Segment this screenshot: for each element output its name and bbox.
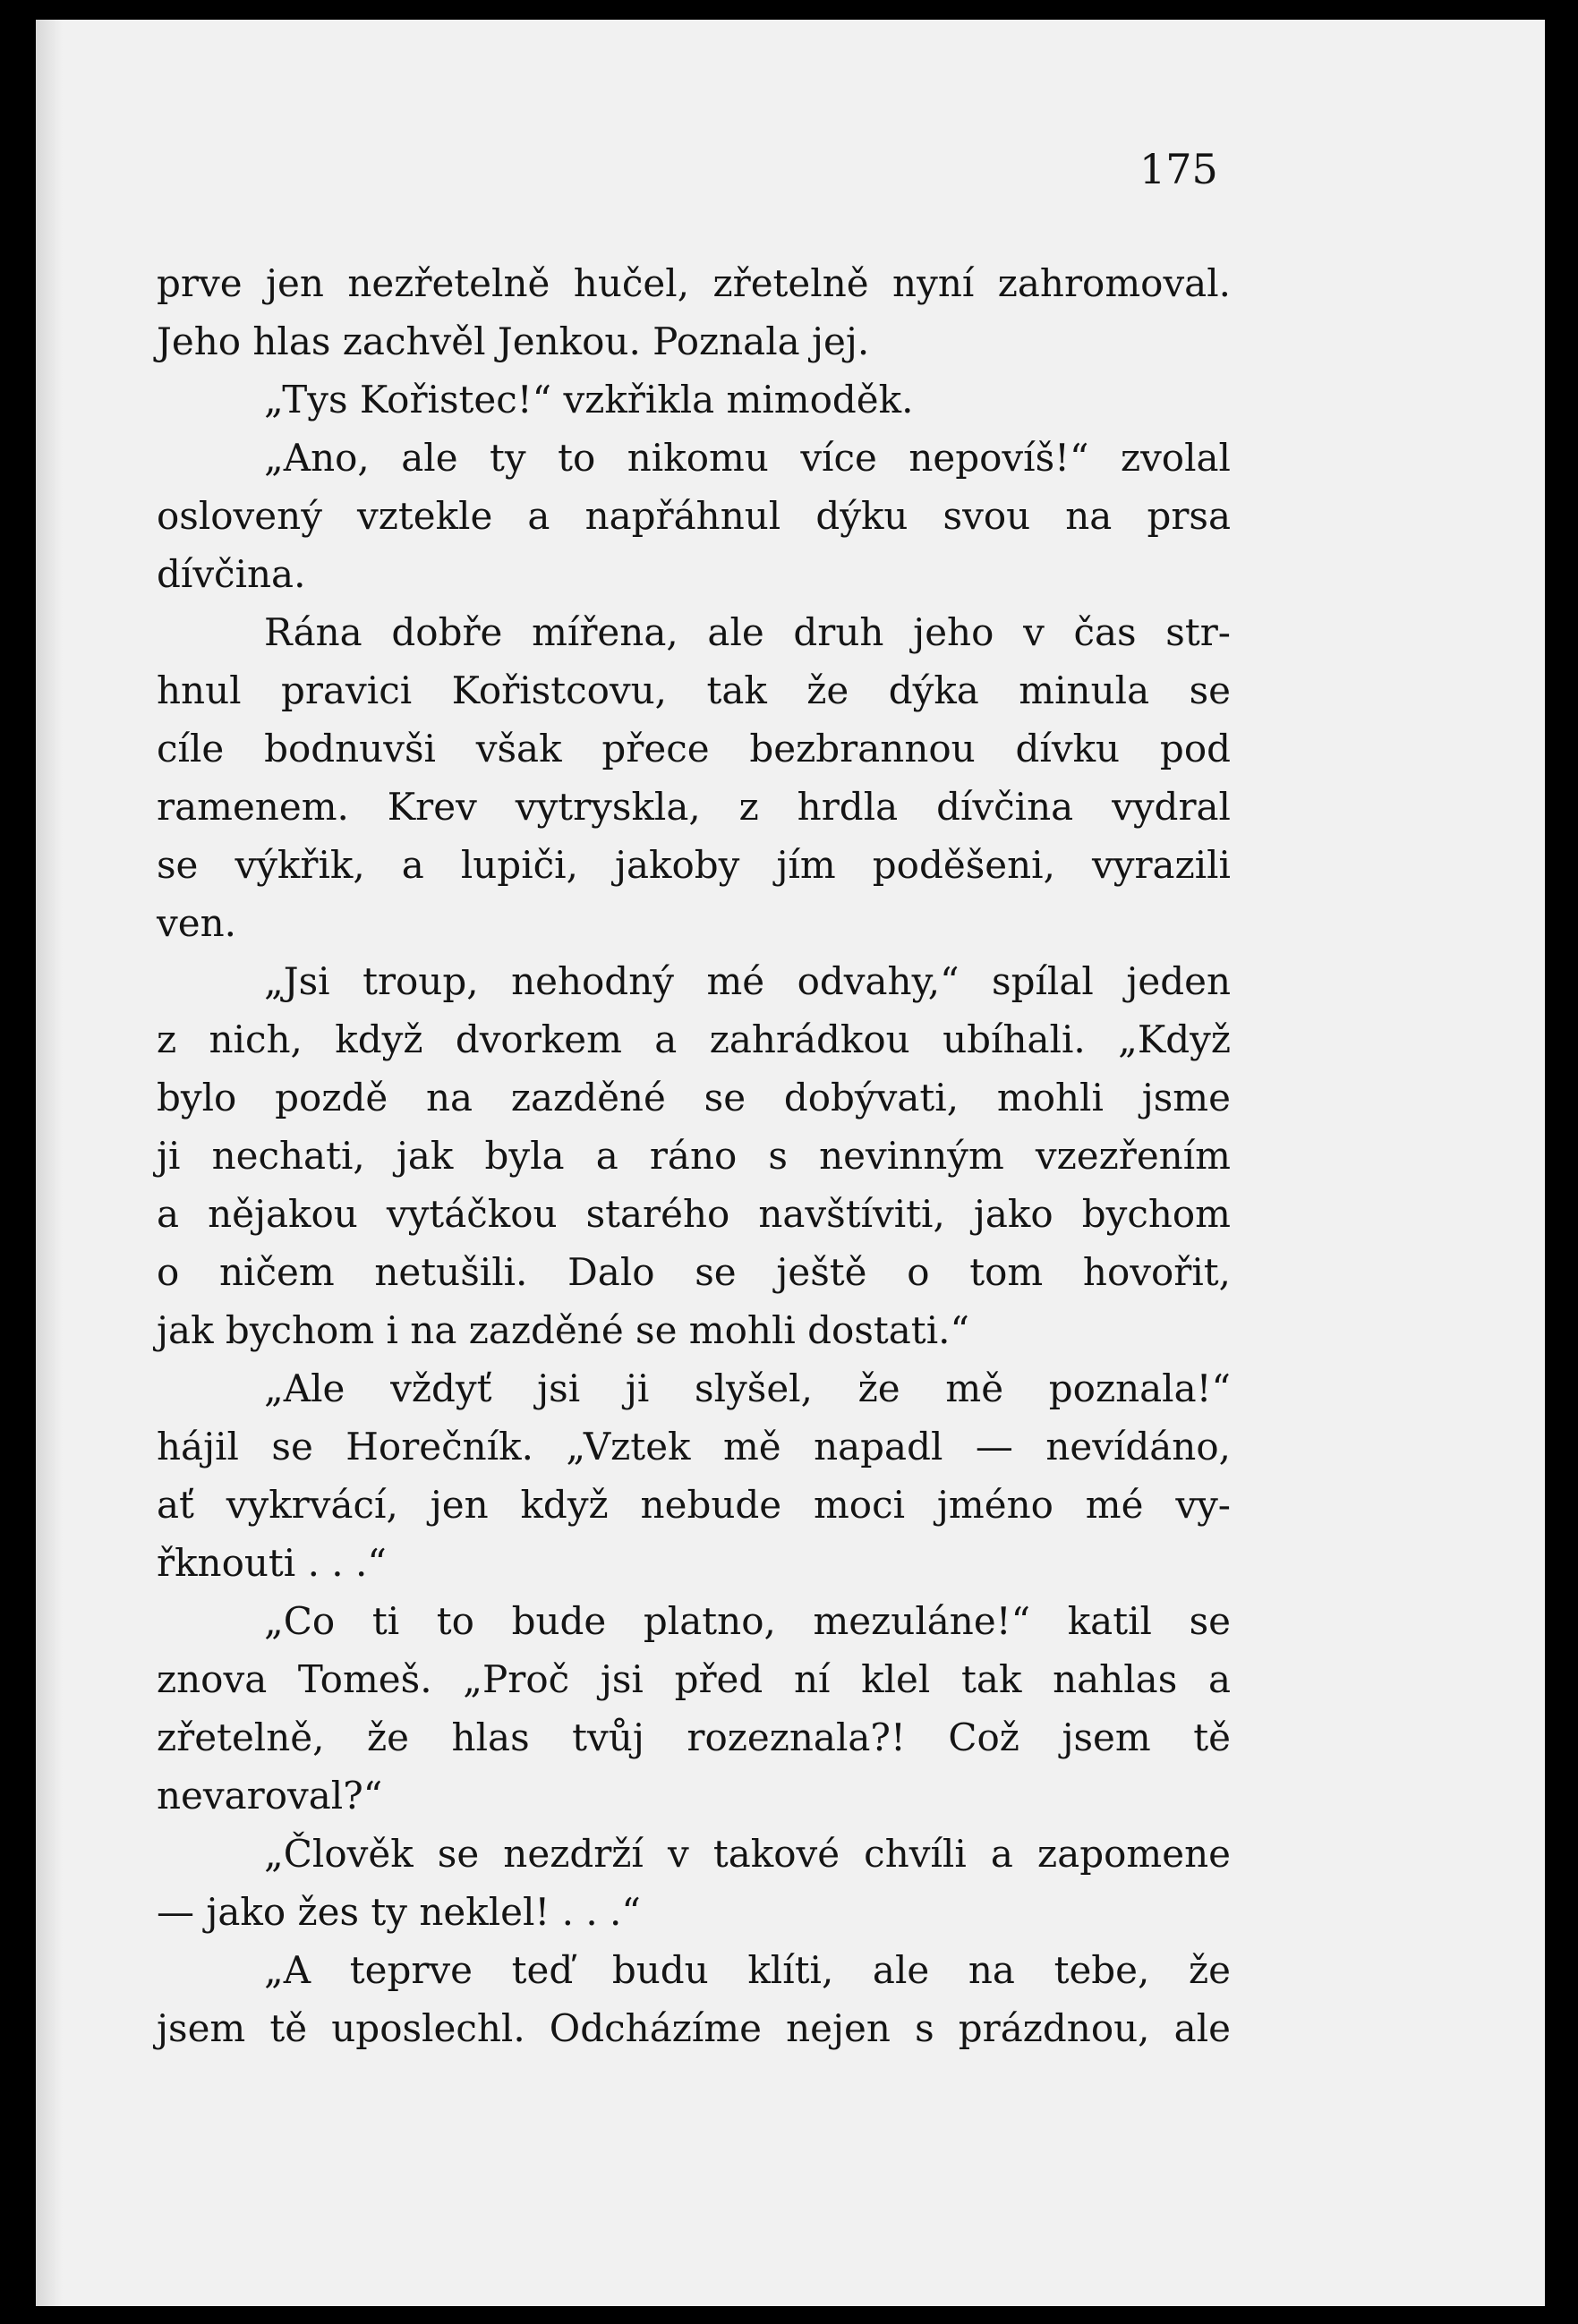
text-line: „Co ti to bude platno, mezuláne!“ katil se [264, 1599, 1231, 1643]
text-line: nevaroval?“ [157, 1774, 383, 1817]
page-gutter-shadow [36, 20, 63, 2306]
text-line: ať vykrvácí, jen když nebude moci jméno mé vy- [157, 1483, 1231, 1527]
text-line: cíle bodnuvši však přece bezbrannou dívku pod [157, 727, 1231, 770]
text-line: bylo pozdě na zazděné se dobývati, mohli jsme [157, 1076, 1231, 1119]
text-line: „Ale vždyť jsi ji slyšel, že mě poznala!“ [264, 1366, 1231, 1410]
text-line: o ničem netušili. Dalo se ještě o tom hovořit, [157, 1250, 1231, 1294]
text-line: hnul pravici Kořistcovu, tak že dýka minula se [157, 668, 1231, 712]
text-line: oslovený vztekle a napřáhnul dýku svou na prsa [157, 494, 1231, 538]
text-line: „Tys Kořistec!“ vzkřikla mimoděk. [264, 378, 914, 421]
text-line: hájil se Horečník. „Vztek mě napadl — nevídáno, [157, 1425, 1231, 1468]
text-line: ji nechati, jak byla a ráno s nevinným vzezřením [157, 1134, 1231, 1178]
text-line: jsem tě uposlechl. Odcházíme nejen s prázdnou, ale [157, 2006, 1231, 2050]
text-line: ven. [157, 901, 236, 945]
text-line: řknouti . . .“ [157, 1541, 387, 1585]
text-line: znova Tomeš. „Proč jsi před ní klel tak nahlas a [157, 1657, 1231, 1701]
text-line: dívčina. [157, 552, 306, 596]
text-line: „Člověk se nezdrží v takové chvíli a zapomene [264, 1832, 1231, 1876]
book-page [36, 20, 1545, 2306]
text-line: prve jen nezřetelně hučel, zřetelně nyní zahromoval. [157, 261, 1231, 305]
text-line: se výkřik, a lupiči, jakoby jím poděšeni, vyrazili [157, 843, 1231, 887]
text-line: jak bychom i na zazděné se mohli dostati.“ [157, 1308, 969, 1352]
text-line: „A teprve teď budu klíti, ale na tebe, že [264, 1948, 1231, 1992]
text-line: z nich, když dvorkem a zahrádkou ubíhali. „Když [157, 1017, 1231, 1061]
text-line: — jako žes ty neklel! . . .“ [157, 1890, 641, 1934]
text-line: ramenem. Krev vytryskla, z hrdla dívčina vydral [157, 785, 1231, 829]
text-line: a nějakou vytáčkou starého navštíviti, jako bychom [157, 1192, 1231, 1236]
text-line: „Ano, ale ty to nikomu více nepovíš!“ zvolal [264, 436, 1231, 480]
text-line: Rána dobře mířena, ale druh jeho v čas str- [264, 610, 1231, 654]
text-line: Jeho hlas zachvěl Jenkou. Poznala jej. [157, 319, 870, 363]
body-text [157, 254, 1231, 2057]
text-line: zřetelně, že hlas tvůj rozeznala?! Což jsem tě [157, 1715, 1231, 1759]
text-line: „Jsi troup, nehodný mé odvahy,“ spílal jeden [264, 959, 1231, 1003]
page-number: 175 [1139, 145, 1218, 193]
